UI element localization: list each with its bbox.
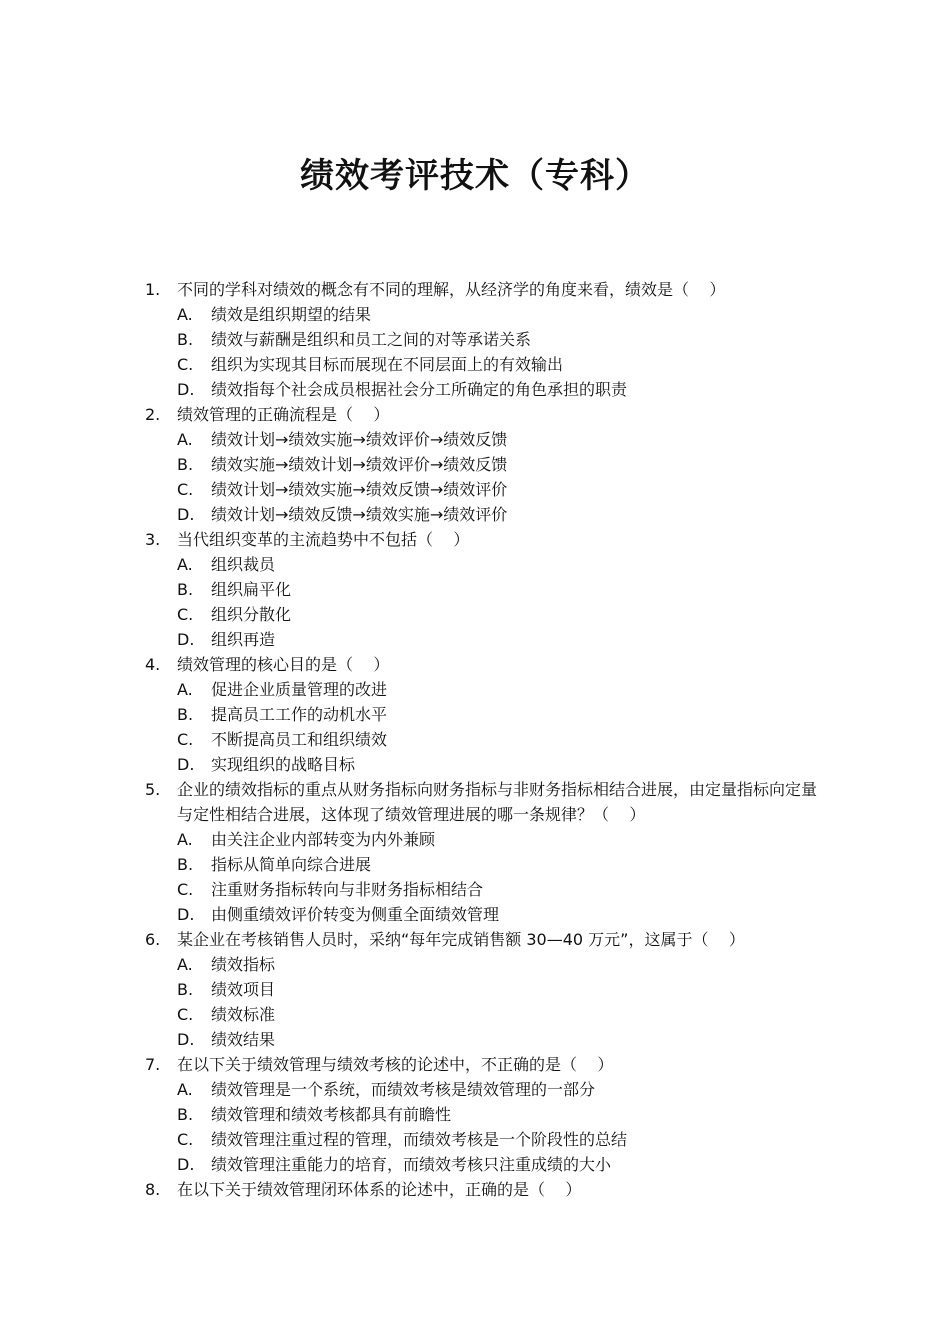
question-number: 4. xyxy=(145,655,161,674)
option-text: 绩效标准 xyxy=(211,1005,276,1024)
option-text: 提高员工工作的动机水平 xyxy=(211,705,388,724)
option-list xyxy=(145,1077,825,1177)
question-5 xyxy=(145,777,825,927)
option-text: 由关注企业内部转变为内外兼顾 xyxy=(211,830,436,849)
question-number: 5. xyxy=(145,780,161,799)
option-letter: B. xyxy=(177,1105,194,1124)
question-4 xyxy=(145,652,825,777)
option-letter: D. xyxy=(177,755,195,774)
question-number: 3. xyxy=(145,530,161,549)
option-d xyxy=(177,377,825,402)
question-number: 6. xyxy=(145,930,161,949)
option-b xyxy=(177,977,825,1002)
option-d xyxy=(177,902,825,927)
option-letter: C. xyxy=(177,355,194,374)
question-text: 当代组织变革的主流趋势中不包括（ ） xyxy=(177,530,470,549)
option-letter: B. xyxy=(177,705,194,724)
question-stem xyxy=(145,652,825,677)
question-text: 某企业在考核销售人员时，采纳“每年完成销售额 30—40 万元”，这属于（ ） xyxy=(177,930,745,949)
option-text: 绩效计划→绩效实施→绩效评价→绩效反馈 xyxy=(211,430,508,449)
option-text: 促进企业质量管理的改进 xyxy=(211,680,388,699)
option-text: 指标从简单向综合进展 xyxy=(211,855,372,874)
option-c xyxy=(177,477,825,502)
question-text: 绩效管理的正确流程是（ ） xyxy=(177,405,390,424)
option-letter: C. xyxy=(177,1005,194,1024)
option-text: 绩效管理和绩效考核都具有前瞻性 xyxy=(211,1105,452,1124)
option-letter: B. xyxy=(177,855,194,874)
option-c xyxy=(177,1002,825,1027)
option-letter: B. xyxy=(177,455,194,474)
option-d xyxy=(177,1152,825,1177)
option-letter: D. xyxy=(177,630,195,649)
question-stem xyxy=(145,277,825,302)
option-letter: A. xyxy=(177,1080,193,1099)
option-text: 实现组织的战略目标 xyxy=(211,755,356,774)
question-text: 绩效管理的核心目的是（ ） xyxy=(177,655,390,674)
question-number: 8. xyxy=(145,1180,161,1199)
option-letter: D. xyxy=(177,505,195,524)
option-text: 绩效指标 xyxy=(211,955,276,974)
question-stem xyxy=(145,927,825,952)
option-c xyxy=(177,727,825,752)
option-letter: C. xyxy=(177,605,194,624)
option-text: 绩效结果 xyxy=(211,1030,276,1049)
option-letter: D. xyxy=(177,380,195,399)
option-a xyxy=(177,1077,825,1102)
option-b xyxy=(177,327,825,352)
option-list xyxy=(145,952,825,1052)
question-number: 1. xyxy=(145,280,161,299)
option-letter: C. xyxy=(177,1130,194,1149)
option-d xyxy=(177,752,825,777)
question-stem xyxy=(145,402,825,427)
option-text: 绩效项目 xyxy=(211,980,276,999)
option-letter: C. xyxy=(177,880,194,899)
option-text: 不断提高员工和组织绩效 xyxy=(211,730,388,749)
option-letter: A. xyxy=(177,555,193,574)
question-8 xyxy=(145,1177,825,1202)
option-b xyxy=(177,577,825,602)
question-text: 不同的学科对绩效的概念有不同的理解，从经济学的角度来看，绩效是（ ） xyxy=(177,280,726,299)
option-list xyxy=(145,677,825,777)
question-stem xyxy=(145,527,825,552)
option-text: 由侧重绩效评价转变为侧重全面绩效管理 xyxy=(211,905,500,924)
option-text: 绩效管理是一个系统，而绩效考核是绩效管理的一部分 xyxy=(211,1080,596,1099)
question-stem xyxy=(145,1052,825,1077)
option-letter: D. xyxy=(177,1030,195,1049)
option-text: 组织裁员 xyxy=(211,555,276,574)
option-letter: A. xyxy=(177,430,193,449)
option-text: 绩效管理注重过程的管理，而绩效考核是一个阶段性的总结 xyxy=(211,1130,628,1149)
option-text: 绩效计划→绩效反馈→绩效实施→绩效评价 xyxy=(211,505,508,524)
option-letter: B. xyxy=(177,980,194,999)
option-text: 组织为实现其目标而展现在不同层面上的有效输出 xyxy=(211,355,564,374)
option-text: 绩效实施→绩效计划→绩效评价→绩效反馈 xyxy=(211,455,508,474)
option-list xyxy=(145,552,825,652)
option-letter: B. xyxy=(177,580,194,599)
option-text: 组织再造 xyxy=(211,630,276,649)
option-letter: A. xyxy=(177,680,193,699)
option-list xyxy=(145,302,825,402)
question-stem xyxy=(145,777,825,827)
option-letter: C. xyxy=(177,730,194,749)
option-text: 绩效管理注重能力的培育，而绩效考核只注重成绩的大小 xyxy=(211,1155,612,1174)
option-c xyxy=(177,352,825,377)
option-letter: B. xyxy=(177,330,194,349)
option-c xyxy=(177,602,825,627)
option-b xyxy=(177,702,825,727)
option-d xyxy=(177,502,825,527)
question-3 xyxy=(145,527,825,652)
question-number: 2. xyxy=(145,405,161,424)
option-list xyxy=(145,827,825,927)
option-text: 绩效计划→绩效实施→绩效反馈→绩效评价 xyxy=(211,480,508,499)
option-a xyxy=(177,552,825,577)
option-letter: D. xyxy=(177,1155,195,1174)
question-text: 在以下关于绩效管理闭环体系的论述中，正确的是（ ） xyxy=(177,1180,582,1199)
option-d xyxy=(177,1027,825,1052)
question-6 xyxy=(145,927,825,1052)
option-letter: A. xyxy=(177,955,193,974)
question-2 xyxy=(145,402,825,527)
option-letter: A. xyxy=(177,830,193,849)
option-letter: C. xyxy=(177,480,194,499)
option-a xyxy=(177,302,825,327)
option-d xyxy=(177,627,825,652)
option-text: 组织扁平化 xyxy=(211,580,292,599)
option-a xyxy=(177,427,825,452)
option-c xyxy=(177,877,825,902)
option-letter: D. xyxy=(177,905,195,924)
question-7 xyxy=(145,1052,825,1177)
question-text: 在以下关于绩效管理与绩效考核的论述中，不正确的是（ ） xyxy=(177,1055,614,1074)
question-1 xyxy=(145,277,825,402)
option-a xyxy=(177,827,825,852)
option-text: 绩效与薪酬是组织和员工之间的对等承诺关系 xyxy=(211,330,532,349)
question-list xyxy=(145,277,825,1202)
option-text: 绩效是组织期望的结果 xyxy=(211,305,372,324)
question-number: 7. xyxy=(145,1055,161,1074)
option-b xyxy=(177,1102,825,1127)
option-text: 绩效指每个社会成员根据社会分工所确定的角色承担的职责 xyxy=(211,380,628,399)
option-text: 注重财务指标转向与非财务指标相结合 xyxy=(211,880,484,899)
option-text: 组织分散化 xyxy=(211,605,292,624)
option-a xyxy=(177,952,825,977)
option-c xyxy=(177,1127,825,1152)
option-letter: A. xyxy=(177,305,193,324)
option-b xyxy=(177,852,825,877)
document-title: 绩效考评技术（专科） xyxy=(300,156,650,196)
option-list xyxy=(145,427,825,527)
question-text: 企业的绩效指标的重点从财务指标向财务指标与非财务指标相结合进展，由定量指标向定量与定性相结合进展，这体现了绩效管理进展的哪一条规律？（ ） xyxy=(177,780,818,824)
option-b xyxy=(177,452,825,477)
question-stem xyxy=(145,1177,825,1202)
option-a xyxy=(177,677,825,702)
